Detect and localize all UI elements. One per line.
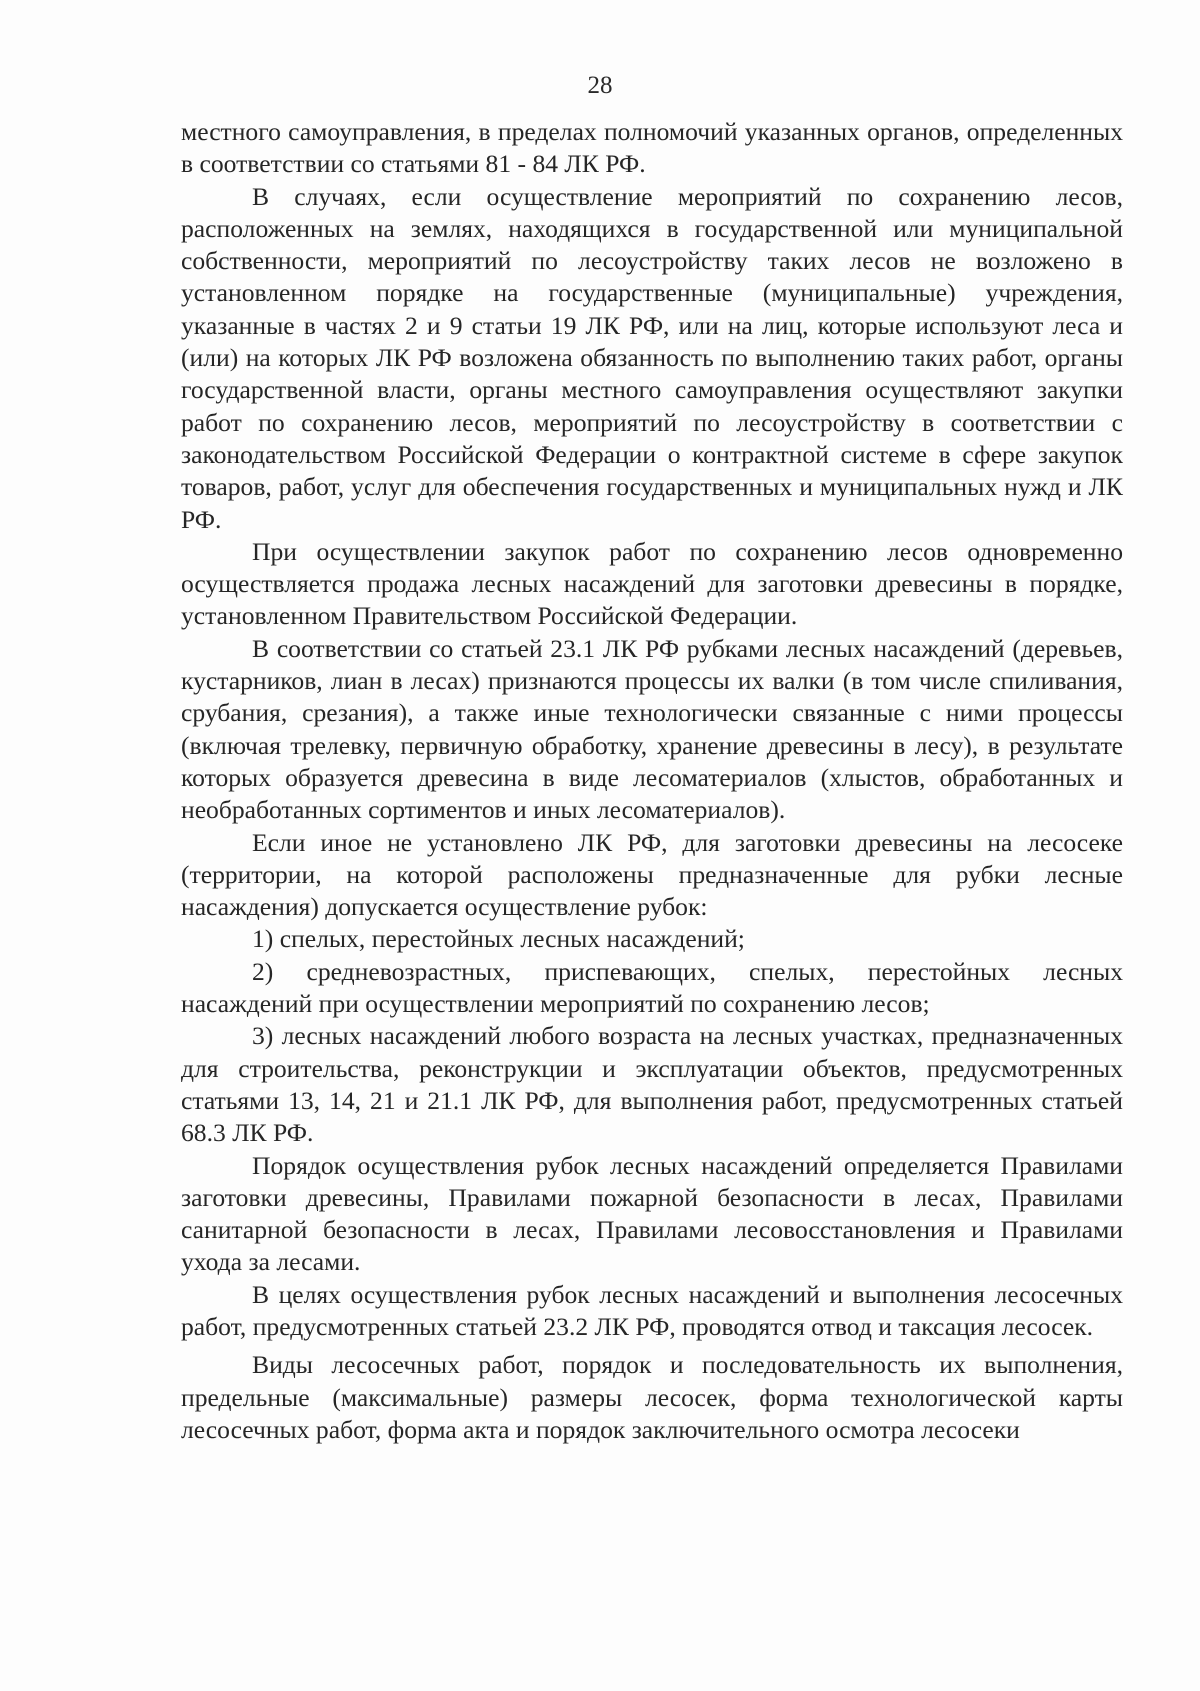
- paragraph-continuation: местного самоуправления, в пределах полномочий указанных органов, определенных в соответствии со статьями 81 - 84 ЛК РФ.: [181, 117, 1123, 179]
- paragraph: В соответствии со статьей 23.1 ЛК РФ рубками лесных насаждений (деревьев, кустарников, лиан в лесах) признаются процессы их валки (в том числе спиливания, срубания, срезания), а также иные технологически связанные с ними процессы (включая трелевку, первичную обработку, хранение древесины в лесу), в результате которых образуется древесина в виде лесоматериалов (хлыстов, обработанных и необработанных сортиментов и иных лесоматериалов).: [181, 633, 1123, 825]
- paragraph: В случаях, если осуществление мероприятий по сохранению лесов, расположенных на землях, находящихся в государственной или муниципальной собственности, мероприятий по лесоустройству таких лесов не возложено в установленном порядке на государственные (муниципальные) учреждения, указанные в частях 2 и 9 статьи 19 ЛК РФ, или на лиц, которые используют леса и (или) на которых ЛК РФ возложена обязанность по выполнению таких работ, органы государственной власти, органы местного самоуправления осуществляют закупки работ по сохранению лесов, мероприятий по лесоустройству в соответствии с законодательством Российской Федерации о контрактной системе в сфере закупок товаров, работ, услуг для обеспечения государственных и муниципальных нужд и ЛК РФ.: [181, 181, 1123, 534]
- page-number: 28: [587, 72, 613, 99]
- paragraph: При осуществлении закупок работ по сохранению лесов одновременно осуществляется продажа лесных насаждений для заготовки древесины в порядке, установленном Правительством Российской Федерации.: [181, 536, 1123, 631]
- paragraph: В целях осуществления рубок лесных насаждений и выполнения лесосечных работ, предусмотренных статьей 23.2 ЛК РФ, проводятся отвод и таксация лесосек.: [181, 1279, 1123, 1341]
- document-body: [181, 116, 1123, 1446]
- list-item: 2) средневозрастных, приспевающих, спелых, перестойных лесных насаждений при осуществлении мероприятий по сохранению лесов;: [181, 956, 1123, 1019]
- list-item: 1) спелых, перестойных лесных насаждений;: [252, 924, 745, 954]
- list-item: 3) лесных насаждений любого возраста на лесных участках, предназначенных для строительства, реконструкции и эксплуатации объектов, предусмотренных статьями 13, 14, 21 и 21.1 ЛК РФ, для выполнения работ, предусмотренных статьей 68.3 ЛК РФ.: [181, 1021, 1123, 1148]
- paragraph: Порядок осуществления рубок лесных насаждений определяется Правилами заготовки древесины, Правилами пожарной безопасности в лесах, Правилами санитарной безопасности в лесах, Правилами лесовосстановления и Правилами ухода за лесами.: [181, 1150, 1123, 1277]
- paragraph: Если иное не установлено ЛК РФ, для заготовки древесины на лесосеке (территории, на которой расположены предназначенные для рубки лесные насаждения) допускается осуществление рубок:: [181, 827, 1123, 922]
- paragraph: Виды лесосечных работ, порядок и последовательность их выполнения, предельные (максимальные) размеры лесосек, форма технологической карты лесосечных работ, форма акта и порядок заключительного осмотра лесосеки: [181, 1350, 1123, 1444]
